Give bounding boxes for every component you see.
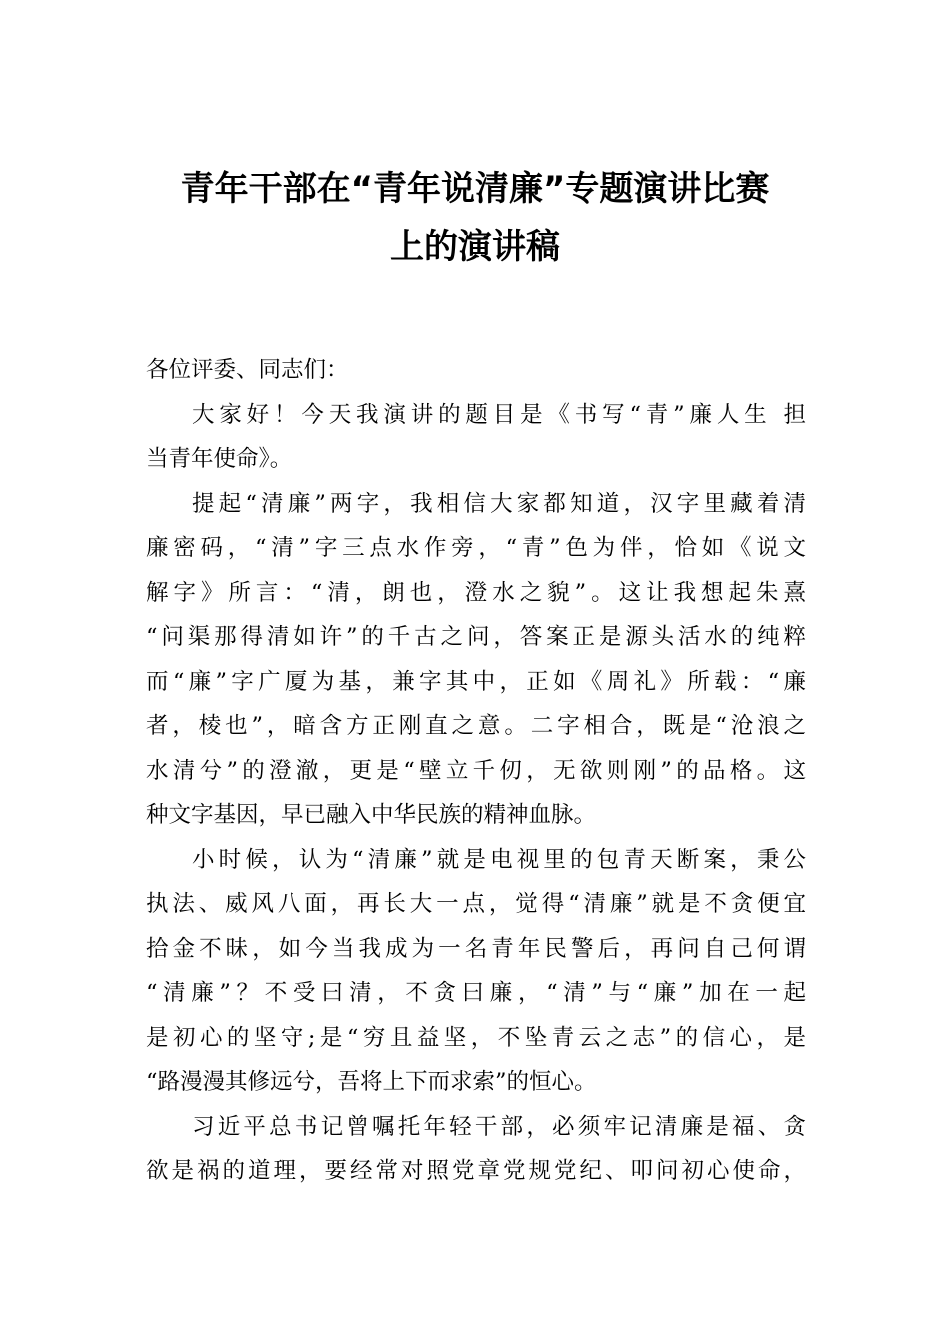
paragraph-line: 大家好！今天我演讲的题目是《书写“青”廉人生 担 [192, 401, 806, 428]
paragraph-4 [146, 1105, 806, 1194]
paragraph-line: 解字》所言：“清，朗也，澄水之貌”。这让我想起朱熹 [146, 579, 806, 606]
salutation-text: 各位评委、同志们： [146, 357, 349, 383]
paragraph-line: 水清兮”的澄澈，更是“壁立千仞，无欲则刚”的品格。这 [146, 757, 806, 784]
paragraph-line: 当青年使命》。 [146, 446, 293, 472]
paragraph-line: 欲是祸的道理，要经常对照党章党规党纪、叩问初心使命， [146, 1158, 806, 1184]
title-line-1: 青年干部在“青年说清廉”专题演讲比赛 [180, 169, 770, 209]
paragraph-line: 者，棱也”，暗含方正刚直之意。二字相合，既是“沧浪之 [146, 713, 806, 739]
paragraph-line: “清廉”？不受曰清，不贪曰廉，“清”与“廉”加在一起 [146, 980, 806, 1006]
paragraph-line: 小时候，认为“清廉”就是电视里的包青天断案，秉公 [192, 846, 806, 873]
paragraph-line: 是初心的坚守;是“穷且益坚，不坠青云之志”的信心，是 [146, 1024, 806, 1051]
paragraph-line: 拾金不昧，如今当我成为一名青年民警后，再问自己何谓 [146, 935, 806, 962]
paragraph-line: 执法、威风八面，再长大一点，觉得“清廉”就是不贪便宜 [146, 891, 806, 917]
paragraph-line: “路漫漫其修远兮，吾将上下而求索”的恒心。 [146, 1069, 597, 1095]
paragraph-line: 习近平总书记曾嘱托年轻干部，必须牢记清廉是福、贪 [192, 1113, 806, 1140]
paragraph-2 [146, 482, 806, 838]
paragraph-line: 提起“清廉”两字，我相信大家都知道，汉字里藏着清 [192, 490, 806, 517]
title-line-2: 上的演讲稿 [390, 227, 560, 267]
paragraph-line: 种文字基因，早已融入中华民族的精神血脉。 [146, 802, 597, 828]
paragraph-1 [146, 393, 806, 482]
paragraph-line: 而“廉”字广厦为基，兼字其中，正如《周礼》所载：“廉 [146, 668, 806, 695]
document-title [140, 160, 810, 276]
paragraph-line: “问渠那得清如许”的千古之问，答案正是源头活水的纯粹 [146, 624, 806, 650]
paragraph-3 [146, 838, 806, 1105]
paragraph-line: 廉密码，“清”字三点水作旁，“青”色为伴，恰如《说文 [146, 535, 806, 561]
salutation [146, 348, 806, 393]
document-body [146, 348, 806, 1194]
